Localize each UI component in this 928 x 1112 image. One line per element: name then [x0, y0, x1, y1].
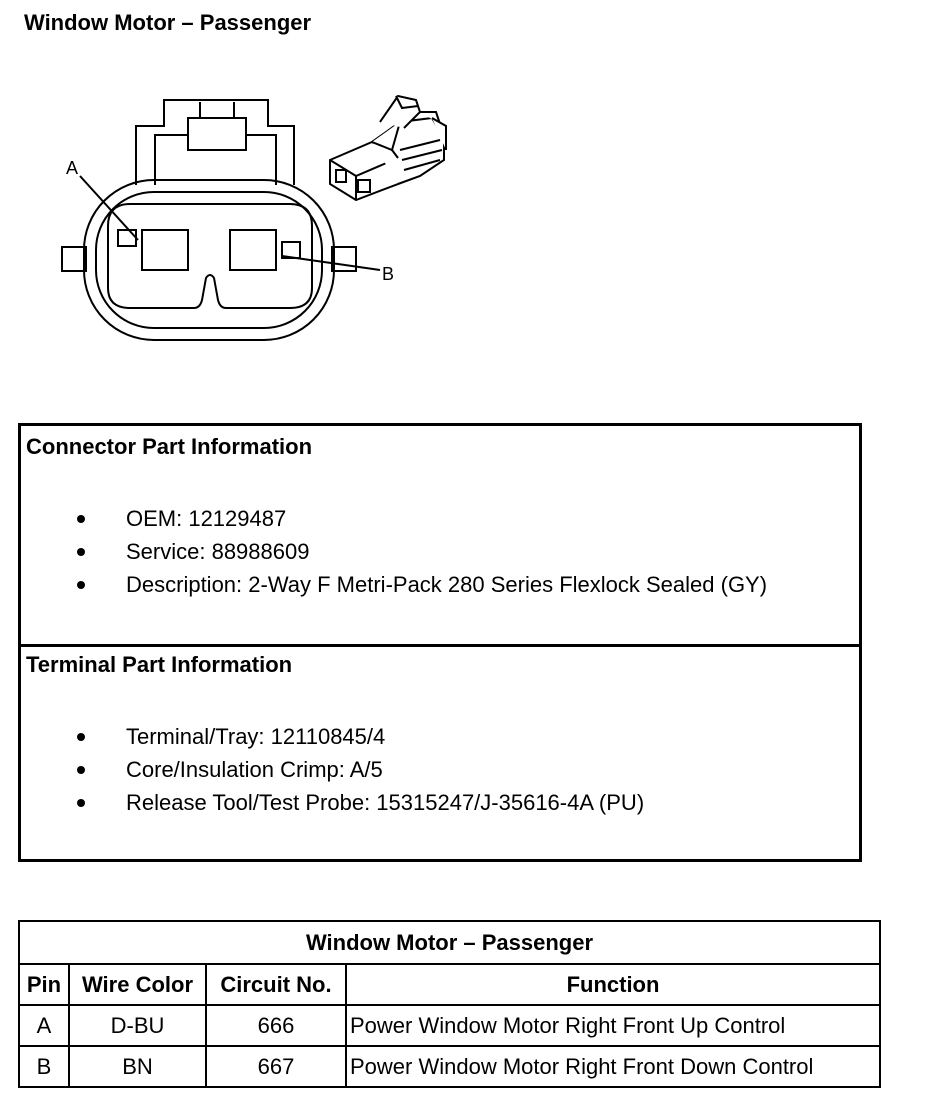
function-cell: Power Window Motor Right Front Up Control — [346, 1005, 880, 1046]
circuit-cell: 667 — [206, 1046, 346, 1087]
table-row — [19, 1046, 880, 1087]
connector-part-info — [21, 426, 859, 647]
circuit-cell: 666 — [206, 1005, 346, 1046]
part-info-box — [18, 423, 862, 862]
connector-diagram — [0, 0, 928, 400]
label-a: A — [66, 158, 79, 178]
table-row — [19, 1005, 880, 1046]
list-item: Description: 2-Way F Metri-Pack 280 Series Flexlock Sealed (GY) — [73, 572, 767, 605]
list-item: Terminal/Tray: 12110845/4 — [73, 724, 644, 757]
terminal-info-list — [73, 724, 644, 823]
wire-color-cell: BN — [69, 1046, 206, 1087]
list-item: Release Tool/Test Probe: 15315247/J-35616-4A (PU) — [73, 790, 644, 823]
header-circuit-no: Circuit No. — [206, 964, 346, 1005]
table-caption: Window Motor – Passenger — [19, 921, 880, 964]
connector-info-heading: Connector Part Information — [26, 434, 313, 459]
label-b: B — [382, 264, 395, 284]
list-item: Core/Insulation Crimp: A/5 — [73, 757, 644, 790]
terminal-part-info — [21, 644, 859, 859]
table-header-row — [19, 964, 880, 1005]
list-item: OEM: 12129487 — [73, 506, 767, 539]
pin-cell: A — [19, 1005, 69, 1046]
connector-iso-view — [330, 96, 446, 200]
connector-info-list — [73, 506, 767, 605]
list-item: Service: 88988609 — [73, 539, 767, 572]
function-cell: Power Window Motor Right Front Down Control — [346, 1046, 880, 1087]
wire-color-cell: D-BU — [69, 1005, 206, 1046]
terminal-info-heading: Terminal Part Information — [26, 652, 293, 677]
pin-table — [18, 920, 881, 1088]
pin-cell: B — [19, 1046, 69, 1087]
header-wire-color: Wire Color — [69, 964, 206, 1005]
header-pin: Pin — [19, 964, 69, 1005]
page-title: Window Motor – Passenger — [24, 10, 312, 35]
header-function: Function — [346, 964, 880, 1005]
